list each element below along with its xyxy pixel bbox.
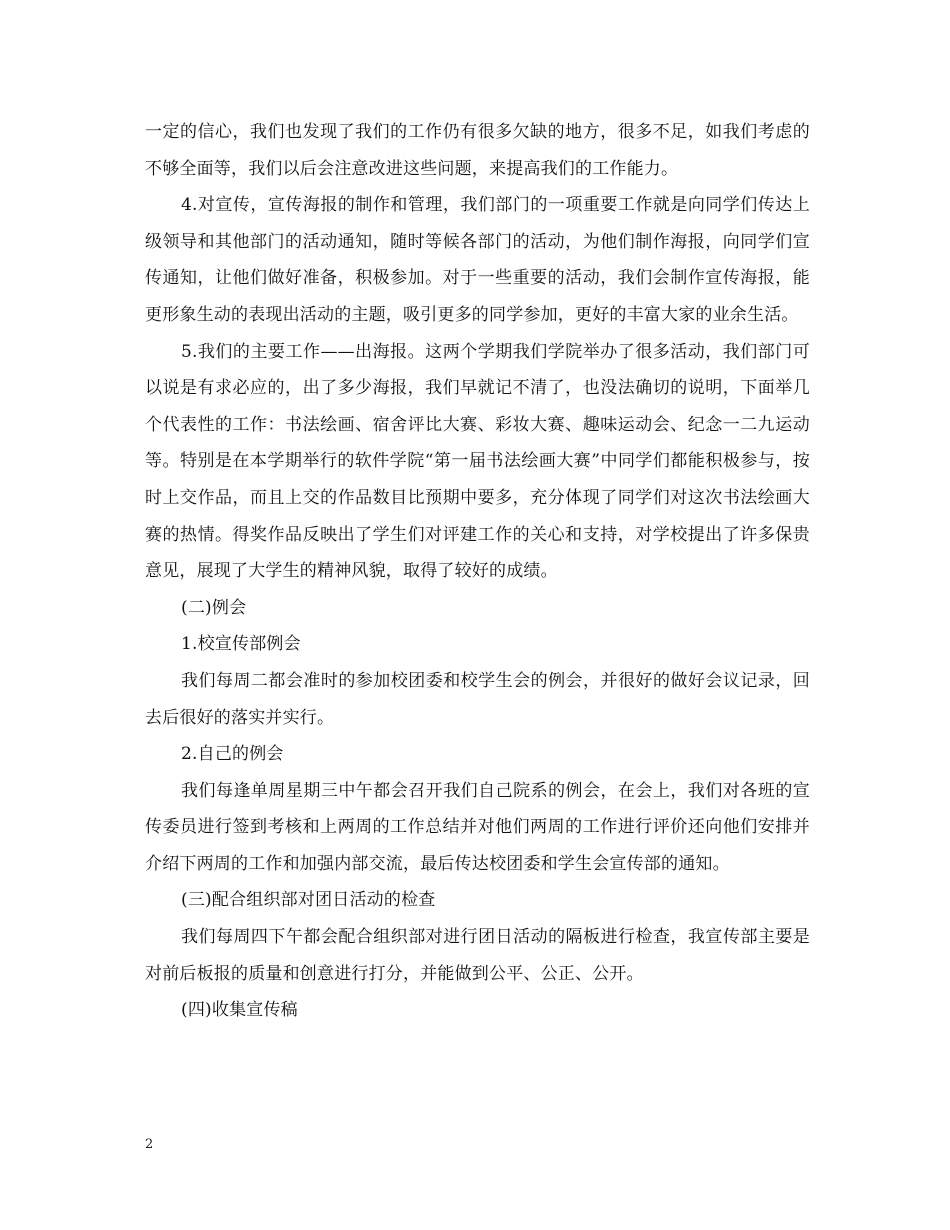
subheading-school-meeting: 1.校宣传部例会 <box>181 634 301 655</box>
paragraph-3: 5.我们的主要工作——出海报。这两个学期我们学院举办了很多活动，我们部门可以说是有求必应的，出了多少海报，我们早就记不清了，也没法确切的说明，下面举几个代表性的工作：书法绘画、宿舍评比大赛、彩妆大赛、趣味运动会、纪念一二九运动等。特别是在本学期举行的软件学院“第一届书法绘画大赛”中同学们都能积极参与，按时上交作品，而且上交的作品数目比预期中要多，充分体现了同学们对这次书法绘画大赛的热情。得奖作品反映出了学生们对评建工作的关心和支持，对学校提出了许多保贵意见，展现了大学生的精神风貌，取得了较好的成绩。 <box>145 341 810 582</box>
paragraph-inspection: 我们每周四下午都会配合组织部对进行团日活动的隔板进行检查，我宣传部主要是对前后板报的质量和创意进行打分，并能做到公平、公正、公开。 <box>145 927 810 984</box>
paragraph-1: 一定的信心，我们也发现了我们的工作仍有很多欠缺的地方，很多不足，如我们考虑的不够全面等，我们以后会注意改进这些问题，来提高我们的工作能力。 <box>145 122 810 179</box>
paragraph-school-meeting: 我们每周二都会准时的参加校团委和校学生会的例会，并很好的做好会议记录，回去后很好的落实并实行。 <box>145 670 810 728</box>
paragraph-2: 4.对宣传，宣传海报的制作和管理，我们部门的一项重要工作就是向同学们传达上级领导和其他部门的活动通知，随时等候各部门的活动，为他们制作海报，向同学们宣传通知，让他们做好准备，积极参加。对于一些重要的活动，我们会制作宣传海报，能更形象生动的表现出活动的主题，吸引更多的同学参加，更好的丰富大家的业余生活。 <box>145 195 810 325</box>
section-heading-inspection: (三)配合组织部对团日活动的检查 <box>181 890 436 911</box>
paragraph-own-meeting: 我们每逢单周星期三中午都会召开我们自己院系的例会，在会上，我们对各班的宣传委员进行签到考核和上两周的工作总结并对他们两周的工作进行评价还向他们安排并介绍下两周的工作和加强内部交流，最后传达校团委和学生会宣传部的通知。 <box>145 780 810 874</box>
section-heading-meetings: (二)例会 <box>181 597 247 618</box>
page-number: 2 <box>145 1137 154 1152</box>
document-body <box>145 114 810 1029</box>
subheading-own-meeting: 2.自己的例会 <box>181 744 284 765</box>
section-heading-collect: (四)收集宣传稿 <box>181 1000 298 1021</box>
